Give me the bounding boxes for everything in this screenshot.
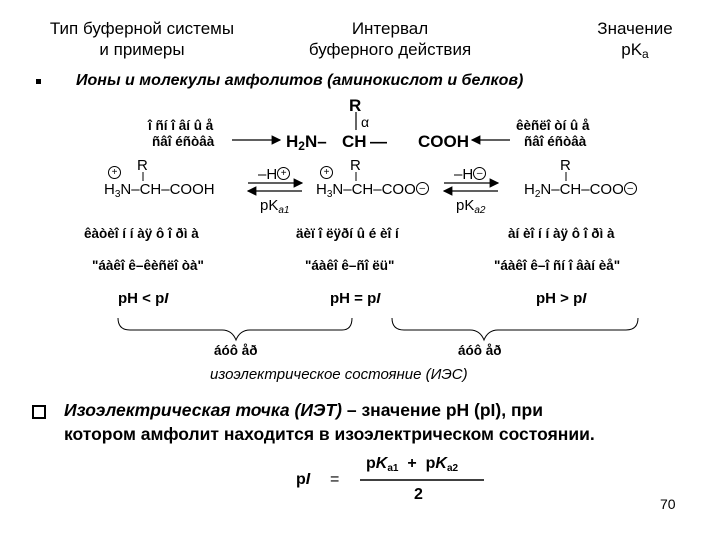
left-plus: +	[108, 166, 121, 181]
arrow2-bottom-label: $pK_{a2}$	[456, 197, 486, 216]
header-col2-line1: Интервал	[351, 19, 429, 38]
header-col3-sub: a	[642, 47, 649, 61]
cat-right: àí èî í í àÿ ô î ðì à	[508, 226, 615, 241]
buffer-right: áóô åð	[458, 343, 502, 358]
label-basic-2: ñâî éñòâà	[152, 134, 215, 149]
alpha-label: α	[361, 114, 370, 130]
quote-right: "áàêî ê–î ñí î âàí èå"	[494, 258, 621, 273]
arrow1-top-label: –H +	[258, 166, 290, 183]
page-number: 70	[660, 496, 676, 512]
mid-r: R	[350, 157, 361, 174]
formula-lhs: pI	[296, 471, 311, 488]
formula-denominator: 2	[414, 486, 423, 503]
quote-mid: "áàêî ê–ñî ëü"	[305, 258, 395, 273]
right-formula: $H_2N-CH$–COO –	[524, 181, 637, 200]
cat-left: êàòèî í í àÿ ô î ðì à	[84, 226, 199, 241]
buffer-left: áóô åð	[214, 343, 258, 358]
header-col1-line1: Тип буферной системы	[49, 19, 235, 38]
definition-line2: котором амфолит находится в изоэлектрическом состоянии.	[64, 424, 595, 444]
label-acid-2: ñâî éñòâà	[524, 134, 587, 149]
arrow2-top-label: –H –	[454, 166, 486, 183]
ph-left: pH < pI	[118, 290, 169, 307]
left-formula: $H_3N-CH$–COOH	[104, 181, 215, 200]
label-basic-1: î ñí î âí û å	[148, 118, 214, 133]
definition-line1	[64, 400, 543, 421]
central-dash: —	[370, 132, 387, 151]
central-r: R	[349, 96, 362, 115]
mid-formula: $H_3N-CH$–COO –	[316, 181, 429, 200]
checkbox-bullet-icon	[32, 405, 46, 419]
central-ch: CH	[342, 132, 367, 151]
formula-numerator: $pK_{a1} + pK_{a2}$	[366, 455, 459, 474]
formula-eq: =	[330, 471, 340, 488]
header-col2-line2: буферного действия	[308, 40, 472, 59]
arrow1-bottom-label: $pK_{a1}$	[260, 197, 290, 216]
header-col3-pk: pK	[621, 40, 643, 59]
brace-left	[118, 318, 352, 340]
central-h2n: $H_2N-$	[286, 132, 327, 153]
ph-mid: pH = pI	[330, 290, 381, 307]
definition-term: Изоэлектрическая точка (ИЭТ)	[64, 400, 343, 420]
header-col1-line2: и примеры	[99, 40, 185, 59]
label-acid-1: êèñëî òí û å	[516, 118, 590, 133]
definition-rest: – значение pH (pI), при	[342, 400, 543, 420]
right-r: R	[560, 157, 571, 174]
cat-mid: äèï î ëÿðí û é èî í	[296, 226, 399, 241]
brace-right	[392, 318, 638, 340]
quote-left: "áàêî ê–êèñëî òà"	[92, 258, 204, 273]
mid-plus: +	[320, 166, 333, 181]
central-cooh: COOH	[418, 132, 469, 151]
header-col3-line1: Значение	[597, 19, 673, 38]
left-r: R	[137, 157, 148, 174]
ph-right: pH > pI	[536, 290, 587, 307]
subheading: Ионы и молекулы амфолитов (аминокислот и белков)	[76, 72, 524, 89]
ies-label: изоэлектрическое состояние (ИЭС)	[210, 366, 468, 383]
